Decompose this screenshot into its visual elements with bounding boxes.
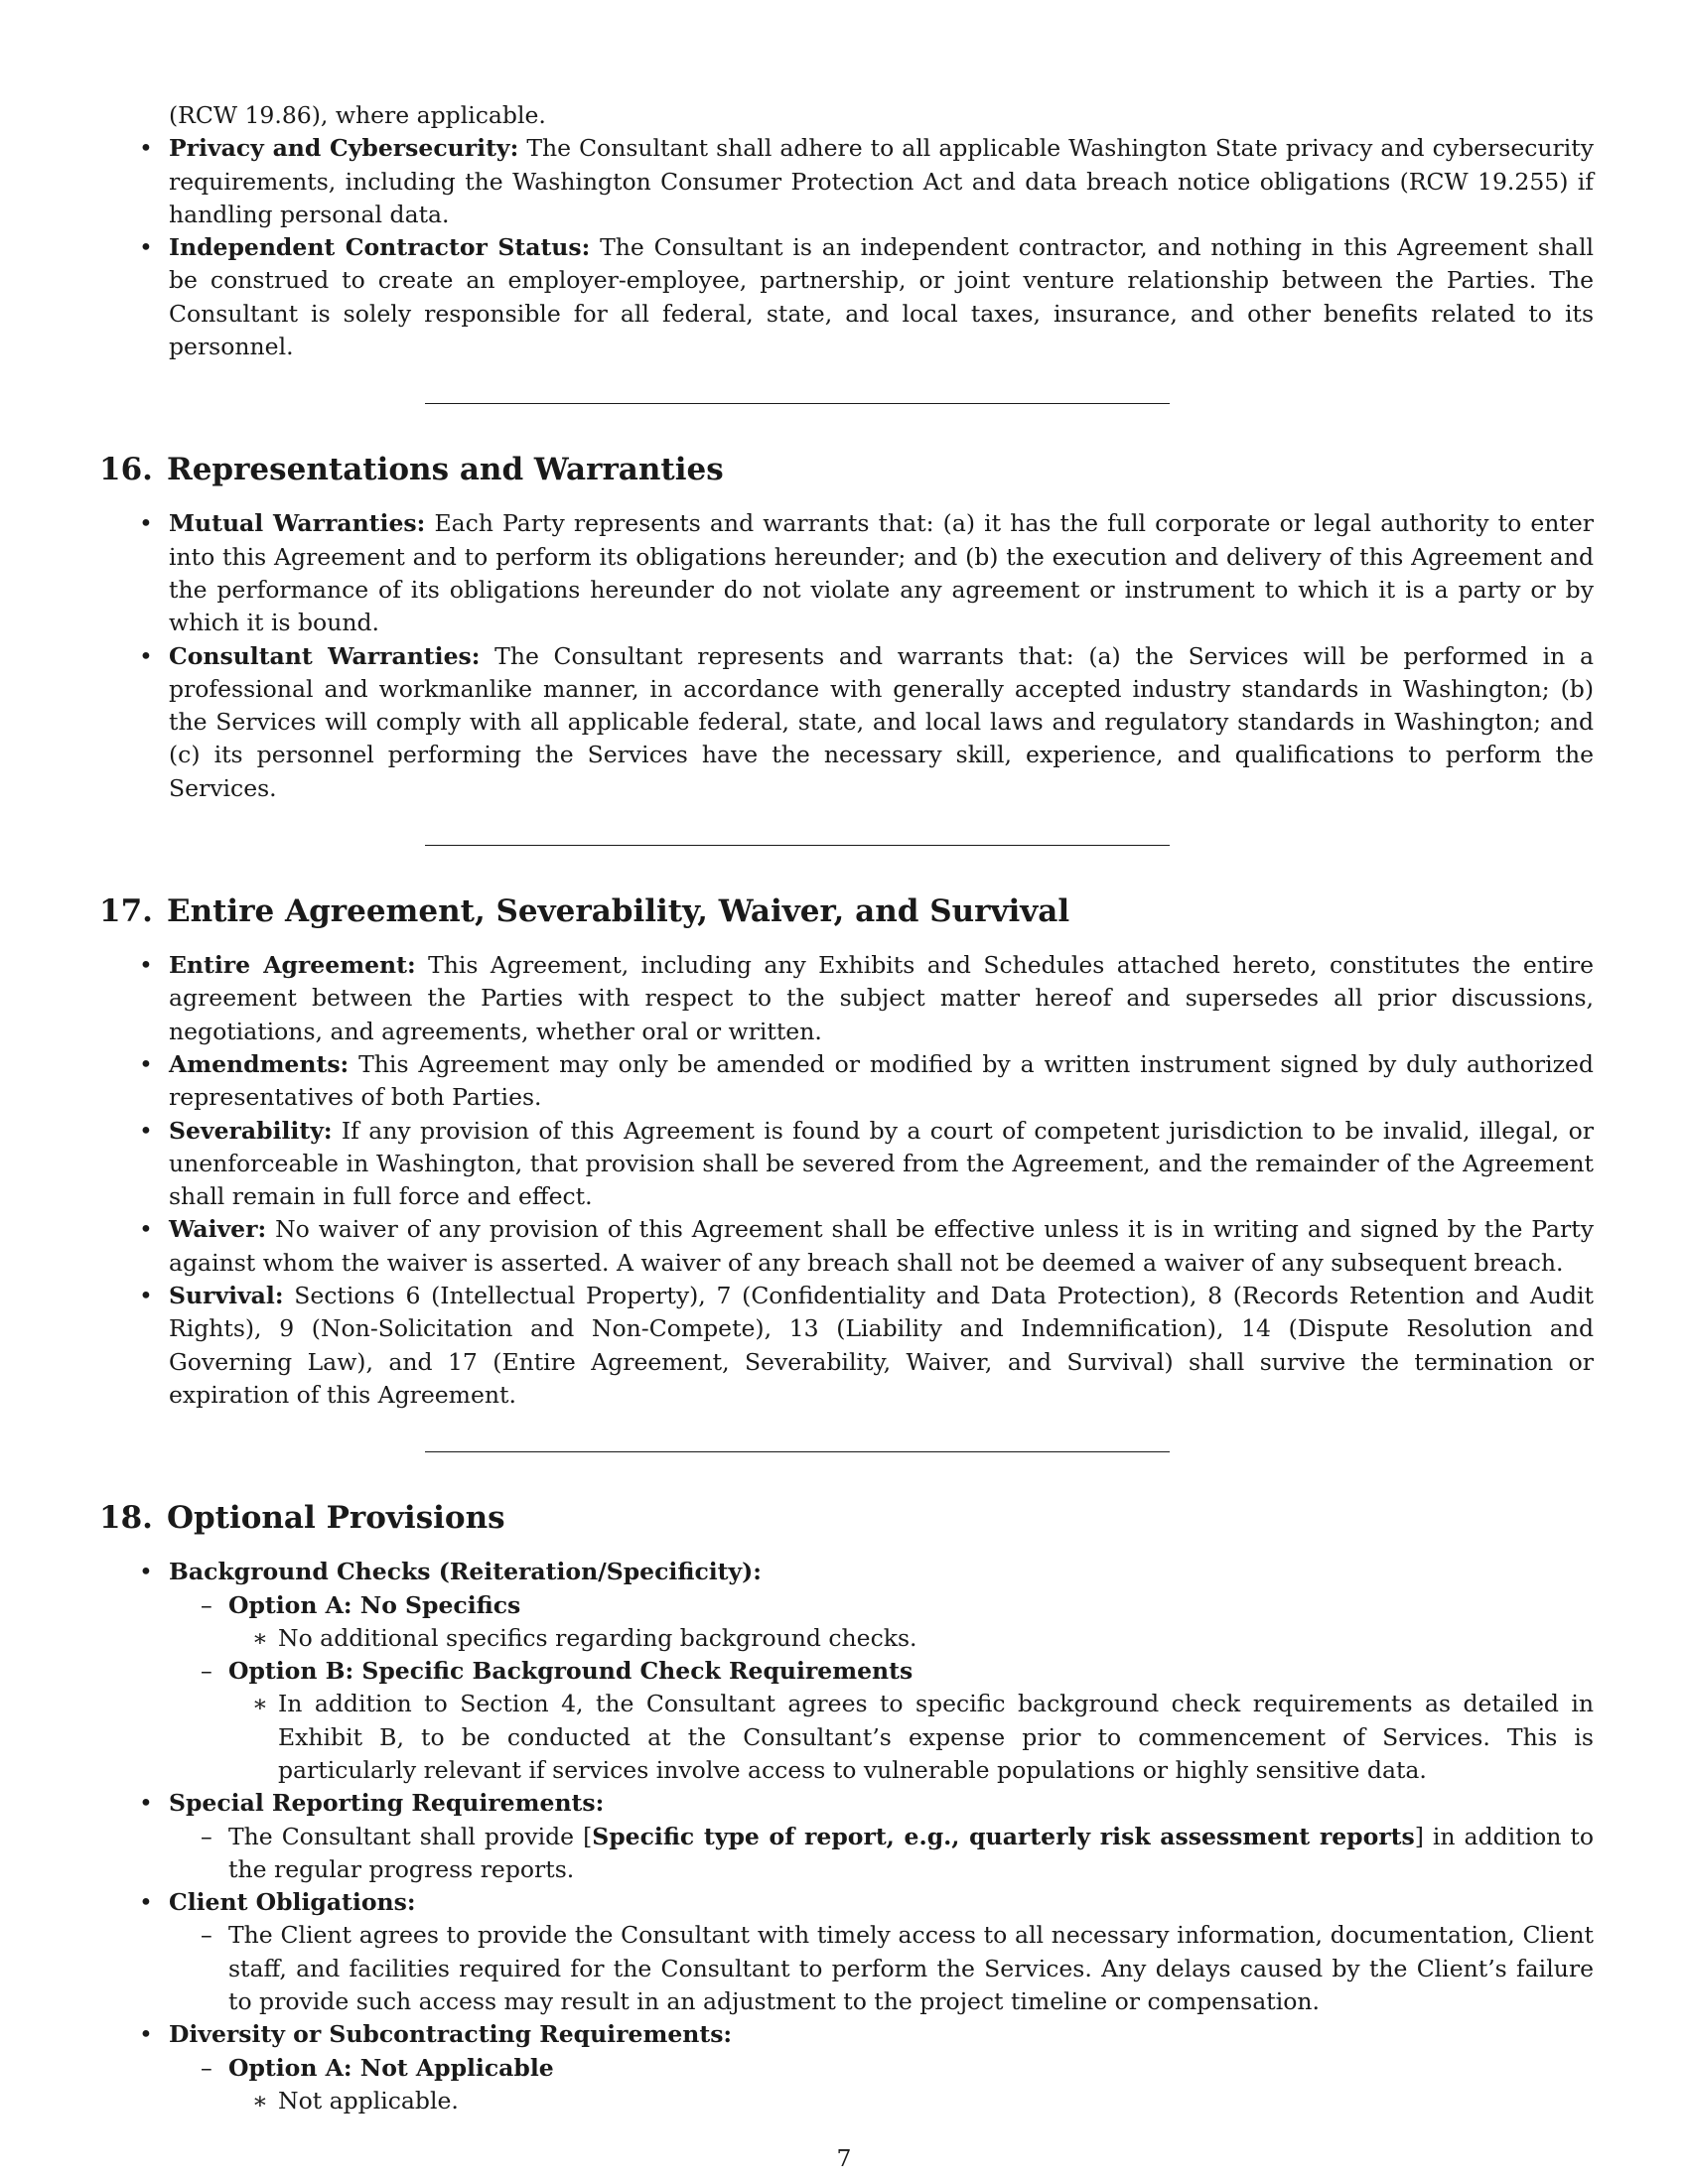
- item-text: The Consultant shall adhere to all applicable Washington State privacy and cybersecurity requirements, including the Washington Consumer Protection Act and data breach notice obligations (RCW 19.255) if handling personal data.: [169, 134, 1594, 228]
- sub-sub-list: [228, 1622, 1594, 1655]
- intro-continuation: (RCW 19.86), where applicable.: [169, 101, 546, 129]
- reporting-text-before: The Consultant shall provide [: [228, 1822, 593, 1850]
- item-label: Diversity or Subcontracting Requirements:: [169, 2020, 733, 2049]
- section-divider: [425, 1451, 1170, 1452]
- list-item: [99, 640, 1594, 805]
- list-item-client-obligations: [99, 1886, 1594, 2018]
- item-label: Severability:: [169, 1116, 333, 1145]
- item-text: If any provision of this Agreement is found by a court of competent jurisdiction to be invalid, illegal, or unenforceable in Washington, that provision shall be severed from the Agreement, and the remainder of the Agreement shall remain in full force and effect.: [169, 1116, 1594, 1211]
- item-label: Entire Agreement:: [169, 951, 416, 980]
- section-heading-18: [99, 1498, 1594, 1538]
- option-label: Option A: Not Applicable: [228, 2053, 554, 2082]
- list-item: [99, 231, 1594, 363]
- item-text: Each Party represents and warrants that: (a) it has the full corporate or legal authority to enter into this Agreement and to perform its obligations hereunder; and (b) the execution and delivery of this Agreement and the performance of its obligations hereunder do not violate any agreement or instrument to which it is a party or by which it is bound.: [169, 509, 1594, 637]
- sub-sub-list: [228, 1688, 1594, 1787]
- item-label: Survival:: [169, 1282, 284, 1310]
- list-item-diversity: [99, 2018, 1594, 2117]
- option-label: Option A: No Specifics: [228, 1590, 521, 1619]
- item-label: Client Obligations:: [169, 1888, 416, 1917]
- section-17-list: [99, 949, 1594, 1412]
- option-label: Option B: Specific Background Check Requirements: [228, 1657, 914, 1686]
- reporting-placeholder: Specific type of report, e.g., quarterly risk assessment reports: [592, 1822, 1415, 1850]
- list-item: [99, 949, 1594, 1048]
- list-item-special-reporting: [99, 1787, 1594, 1886]
- list-item: [99, 1115, 1594, 1214]
- page-content: [99, 99, 1594, 2117]
- item-label: Amendments:: [169, 1049, 350, 1078]
- item-label: Privacy and Cybersecurity:: [169, 134, 519, 163]
- sub-list: [169, 1919, 1594, 2018]
- item-text: The Consultant represents and warrants that: (a) the Services will be performed in a professional and workmanlike manner, in accordance with generally accepted industry standards in Washington; (b) the Services will comply with all applicable federal, state, and local laws and regulatory standards in Washington; and (c) its personnel performing the Services have the necessary skill, experience, and qualifications to perform the Services.: [169, 641, 1594, 802]
- item-label: Mutual Warranties:: [169, 509, 426, 538]
- sub-sub-item: ∗ Not applicable.: [228, 2085, 1594, 2117]
- item-label: Special Reporting Requirements:: [169, 1789, 605, 1818]
- item-label: Waiver:: [169, 1215, 267, 1244]
- sub-sub-item: ∗ No additional specifics regarding background checks.: [228, 1622, 1594, 1655]
- item-text: No waiver of any provision of this Agreement shall be effective unless it is in writing and signed by the Party against whom the waiver is asserted. A waiver of any breach shall not be deemed a waiver of any subsequent breach.: [169, 1215, 1594, 1277]
- sub-sub-item: ∗ In addition to Section 4, the Consultant agrees to specific background check requirements as detailed in Exhibit B, to be conducted at the Consultant’s expense prior to commencement of Services. This is particularly relevant if services involve access to vulnerable populations or highly sensitive data.: [228, 1688, 1594, 1787]
- section-number: 16.: [99, 452, 153, 488]
- sub-item: [169, 1655, 1594, 1787]
- section-16-list: [99, 507, 1594, 805]
- item-label: Background Checks (Reiteration/Specificity):: [169, 1558, 762, 1586]
- list-item: [99, 507, 1594, 639]
- item-text: Sections 6 (Intellectual Property), 7 (Confidentiality and Data Protection), 8 (Records Retention and Audit Rights), 9 (Non-Solicitation and Non-Compete), 13 (Liability and Indemnification), 14 (Dispute Resolution and Governing Law), and 17 (Entire Agreement, Severability, Waiver, and Survival) shall survive the termination or expiration of this Agreement.: [169, 1282, 1594, 1409]
- reporting-text-after: ] in addition to the regular progress reports.: [228, 1822, 1594, 1883]
- item-text: The Consultant is an independent contractor, and nothing in this Agreement shall be construed to create an employer-employee, partnership, or joint venture relationship between the Parties. The Consultant is solely responsible for all federal, state, and local taxes, insurance, and other benefits related to its personnel.: [169, 233, 1594, 361]
- section-divider: [425, 403, 1170, 404]
- sub-item: [169, 1821, 1594, 1887]
- section-title: Optional Provisions: [166, 1500, 505, 1537]
- item-label: Consultant Warranties:: [169, 641, 481, 670]
- section-18-list: [99, 1556, 1594, 2117]
- section-title: Representations and Warranties: [166, 452, 724, 488]
- section-number: 18.: [99, 1500, 153, 1537]
- list-item-background-checks: [99, 1556, 1594, 1787]
- sub-item: – The Client agrees to provide the Consultant with timely access to all necessary information, documentation, Client staff, and facilities required for the Consultant to perform the Services. Any delays caused by the Client’s failure to provide such access may result in an adjustment to the project timeline or compensation.: [169, 1919, 1594, 2018]
- sub-item: [169, 1589, 1594, 1656]
- item-text: This Agreement may only be amended or modified by a written instrument signed by duly authorized representatives of both Parties.: [169, 1049, 1594, 1112]
- item-text: This Agreement, including any Exhibits and Schedules attached hereto, constitutes the entire agreement between the Parties with respect to the subject matter hereof and supersedes all prior discussions, negotiations, and agreements, whether oral or written.: [169, 951, 1594, 1045]
- sub-list: [169, 1589, 1594, 1788]
- sub-sub-list: [228, 2085, 1594, 2117]
- section-number: 17.: [99, 893, 153, 930]
- sub-list: [169, 1821, 1594, 1887]
- page-number: 7: [836, 2144, 852, 2172]
- list-item: [99, 132, 1594, 231]
- sub-item: [169, 2052, 1594, 2118]
- section-heading-16: [99, 450, 1594, 489]
- section-title: Entire Agreement, Severability, Waiver, and Survival: [166, 893, 1070, 930]
- sub-list: [169, 2052, 1594, 2118]
- section-heading-17: [99, 891, 1594, 931]
- list-item: [99, 1213, 1594, 1280]
- item-label: Independent Contractor Status:: [169, 233, 591, 262]
- list-item: [99, 1048, 1594, 1115]
- section-divider: [425, 845, 1170, 846]
- list-item: [99, 1280, 1594, 1412]
- top-item-list: [99, 132, 1594, 363]
